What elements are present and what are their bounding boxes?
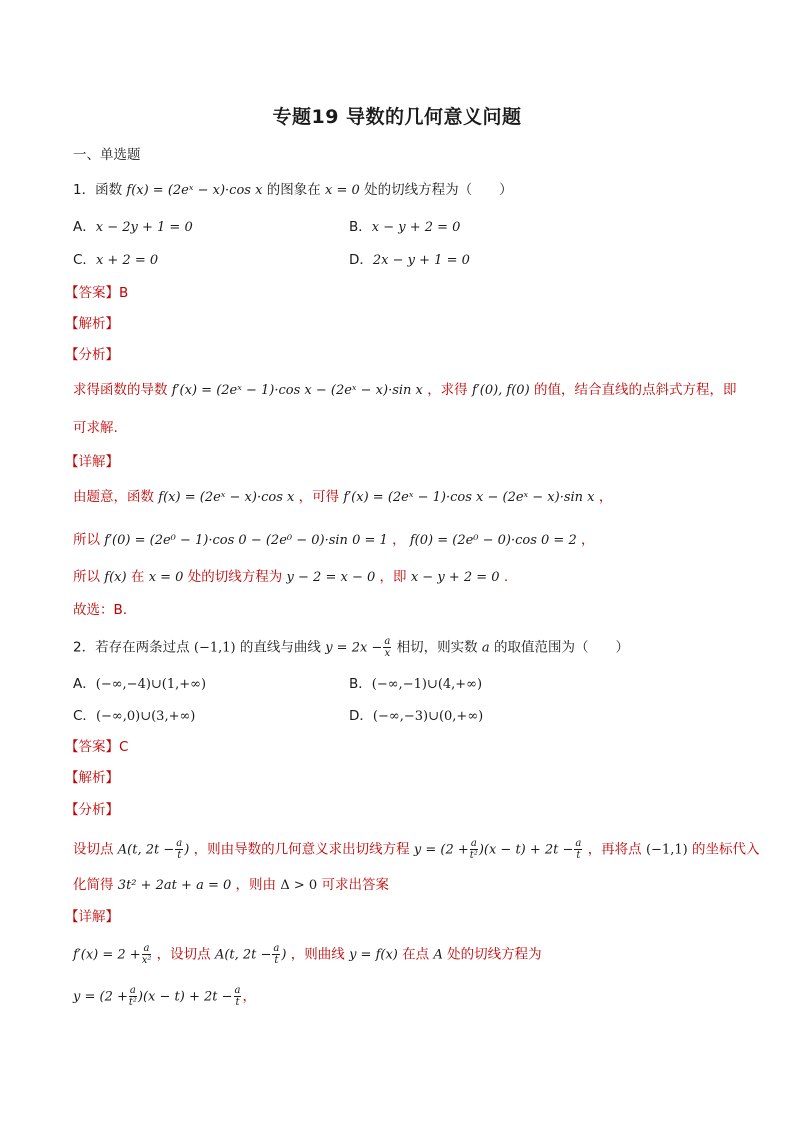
math: y − 2 = x − 0: [286, 570, 376, 585]
numerator: a: [384, 636, 391, 647]
fraction: [574, 838, 582, 861]
q2-option-a[interactable]: [73, 674, 206, 695]
text: ，设切点: [156, 946, 211, 963]
text: ，可得: [298, 489, 340, 505]
q2-option-b[interactable]: [349, 674, 482, 695]
text: 的直线与曲线: [239, 639, 321, 656]
text: ，求得: [427, 382, 468, 398]
q1-option-d[interactable]: [349, 250, 470, 271]
q2-option-d[interactable]: [349, 706, 483, 727]
math: f(x) = (2eˣ − x)·cos x: [158, 490, 295, 505]
text: ，: [392, 532, 406, 548]
option-label: A．: [73, 676, 96, 692]
text: 2．若存在两条过点: [73, 639, 190, 656]
numerator: a: [575, 838, 582, 849]
q1-detail-line2: [73, 530, 595, 551]
math: A: [433, 947, 443, 963]
q2-answer-value: C: [119, 739, 129, 755]
text: 由题意，函数: [73, 489, 154, 505]
option-text: (−∞,0)∪(3,+∞): [95, 709, 196, 724]
math: (−1,1): [645, 842, 688, 858]
fraction: [383, 636, 391, 659]
q2-analysis-line2: [73, 875, 389, 896]
text: 相切，则实数: [396, 639, 478, 656]
math: f′(x) = (2eˣ − 1)·cos x − (2eˣ − x)·sin x: [343, 490, 595, 505]
option-label: C．: [73, 708, 96, 724]
text: 的坐标代入: [692, 841, 760, 858]
option-text: (−∞,−3)∪(0,+∞): [372, 709, 484, 724]
math: y = (2 +: [413, 842, 469, 858]
text: 在: [130, 569, 145, 585]
text: ，即: [379, 569, 407, 585]
text: ，再将点: [587, 841, 642, 858]
denominator: t: [177, 850, 182, 861]
text: 处的切线方程为: [447, 946, 542, 963]
q2-jiexi-label: 【解析】: [65, 770, 119, 786]
math: )(x − t) + 2t −: [137, 989, 233, 1005]
fraction: [272, 943, 280, 966]
text: 设切点: [73, 841, 114, 858]
numerator: a: [273, 943, 280, 954]
q1-option-b[interactable]: [349, 217, 460, 238]
page-title: 专题19 导数的几何意义问题: [272, 106, 522, 128]
q1-answer-value: B: [119, 285, 129, 301]
math: y = f(x): [349, 947, 398, 963]
math: f′(0), f(0): [471, 383, 530, 398]
denominator: t: [274, 955, 279, 966]
q2-analysis-line1: [73, 838, 760, 861]
denominator: t: [235, 997, 240, 1008]
option-label: C．: [73, 252, 96, 268]
math: y = 2x −: [325, 640, 383, 656]
q2-detail-line1: [73, 943, 542, 966]
math: Δ > 0: [280, 878, 318, 893]
denominator: t²: [469, 850, 478, 861]
q1-stem-function: f(x) = (2eˣ − x)·cos x: [126, 183, 263, 198]
math: f′(x) = (2eˣ − 1)·cos x − (2eˣ − x)·sin x: [171, 383, 423, 398]
numerator: a: [234, 985, 241, 996]
option-text: 2x − y + 1 = 0: [372, 253, 470, 268]
math: 3t² + 2at + a = 0: [117, 878, 232, 893]
math: y = (2 +: [73, 989, 128, 1005]
fraction: [234, 985, 242, 1008]
q2-option-c[interactable]: [73, 706, 195, 727]
text: 可求出答案: [321, 877, 389, 893]
option-text: (−∞,−4)∪(1,+∞): [95, 677, 207, 692]
option-label: A．: [73, 219, 96, 235]
q1-conclusion: 故选：B.: [73, 602, 128, 618]
option-label: B．: [349, 676, 372, 692]
q2-detail-line2: [73, 985, 256, 1008]
q1-stem-prefix: 1．函数: [73, 182, 123, 198]
math: f′(x) = 2 +: [73, 947, 141, 963]
text: .: [503, 569, 509, 585]
option-text: x − 2y + 1 = 0: [95, 220, 193, 235]
math: A(t, 2t −: [214, 947, 272, 963]
q1-analysis-line2: 可求解.: [73, 420, 118, 436]
q1-fenxi-label: 【分析】: [65, 347, 119, 363]
text: ，: [242, 988, 256, 1005]
math: x − y + 2 = 0: [410, 570, 500, 585]
option-text: x − y + 2 = 0: [371, 220, 461, 235]
math: a: [481, 640, 490, 656]
math: (−1,1): [193, 640, 236, 656]
q1-stem-x0: x = 0: [325, 183, 360, 198]
math: f(x): [104, 570, 127, 585]
q1-detail-line3: [73, 567, 508, 588]
text: 的取值范围为（ ）: [493, 639, 629, 656]
q1-detail-line1: [73, 487, 612, 508]
math: ): [184, 842, 190, 858]
option-text: x + 2 = 0: [95, 253, 159, 268]
option-text: (−∞,−1)∪(4,+∞): [371, 677, 483, 692]
q2-stem: [73, 636, 629, 659]
text: ，则由: [235, 877, 277, 893]
fraction: [175, 838, 183, 861]
q1-analysis-line1: [73, 380, 736, 401]
fraction: [470, 838, 478, 861]
answer-label: 【答案】: [65, 285, 119, 301]
q2-xiangjie-label: 【详解】: [65, 909, 119, 925]
text: ，则曲线: [290, 946, 345, 963]
answer-label: 【答案】: [65, 739, 119, 755]
numerator: a: [470, 838, 477, 849]
text: 化简得: [73, 877, 114, 893]
text: ，: [581, 532, 595, 548]
denominator: t: [576, 850, 581, 861]
text: 所以: [73, 569, 100, 585]
denominator: t²: [128, 997, 137, 1008]
q1-stem-suffix: 处的切线方程为（ ）: [364, 182, 513, 198]
option-label: D．: [349, 252, 373, 268]
option-label: D．: [349, 708, 373, 724]
text: 处的切线方程为: [187, 569, 283, 585]
text: ，则由导数的几何意义求出切线方程: [193, 841, 410, 858]
text: ，: [598, 489, 613, 505]
q2-answer: [65, 737, 128, 757]
q1-xiangjie-label: 【详解】: [65, 454, 119, 470]
text: 在点: [402, 946, 430, 963]
denominator: x²: [141, 955, 152, 966]
q1-stem-mid: 的图象在: [266, 182, 321, 198]
q1-jiexi-label: 【解析】: [65, 316, 119, 332]
math: x = 0: [148, 570, 184, 585]
text: 求得函数的导数: [73, 382, 168, 398]
q1-stem: [73, 180, 513, 201]
fraction: [142, 943, 152, 966]
math: ): [281, 947, 287, 963]
q1-option-c[interactable]: [73, 250, 158, 271]
fraction: [129, 985, 137, 1008]
denominator: x: [384, 648, 391, 659]
math: f(0) = (2e⁰ − 0)·cos 0 = 2: [409, 533, 577, 548]
q1-answer: [65, 283, 128, 303]
section-heading: 一、单选题: [73, 147, 141, 163]
numerator: a: [129, 985, 136, 996]
text: 的值，结合直线的点斜式方程，即: [533, 382, 737, 398]
math: A(t, 2t −: [117, 842, 175, 858]
numerator: a: [176, 838, 183, 849]
numerator: a: [143, 943, 150, 954]
q2-fenxi-label: 【分析】: [65, 802, 119, 818]
q1-option-a[interactable]: [73, 217, 193, 238]
option-label: B．: [349, 219, 372, 235]
math: )(x − t) + 2t −: [478, 842, 574, 858]
math: f′(0) = (2e⁰ − 1)·cos 0 − (2e⁰ − 0)·sin 0 = 1: [104, 533, 388, 548]
text: 所以: [73, 532, 100, 548]
